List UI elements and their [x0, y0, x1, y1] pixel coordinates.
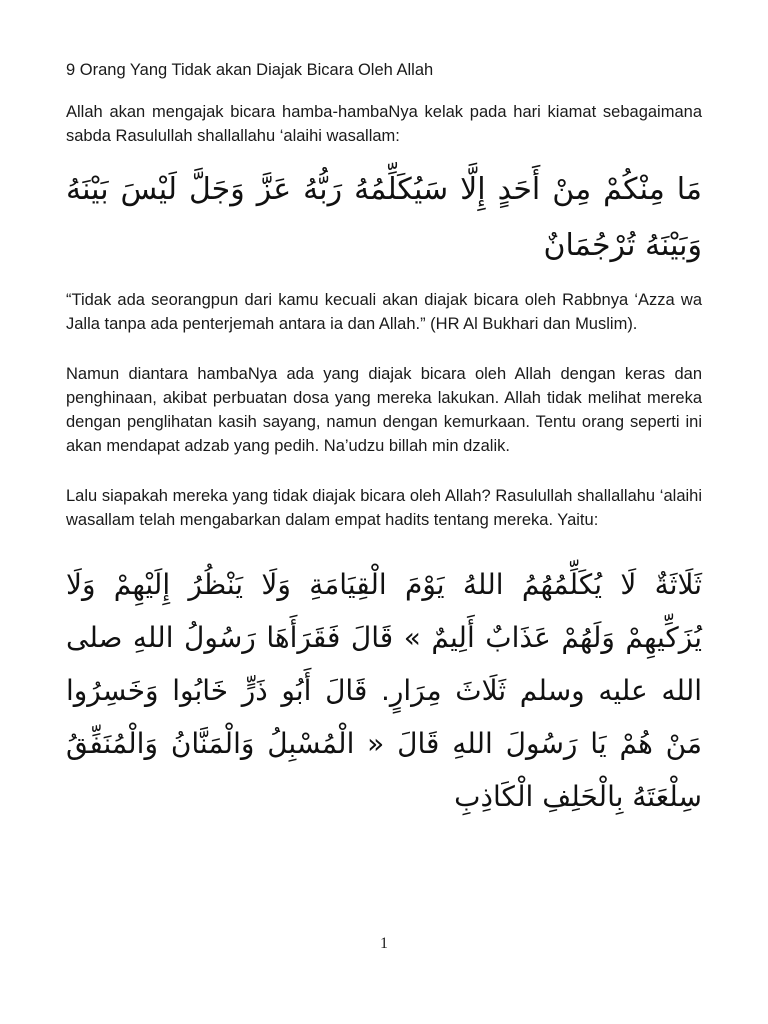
arabic-hadith-1: مَا مِنْكُمْ مِنْ أَحَدٍ إِلَّا سَيُكَلِّمُهُ رَبُّهُ عَزَّ وَجَلَّ لَيْسَ بَيْنَهُ وَبَيْنَهُ تُرْجُمَانٌ — [66, 172, 702, 263]
spacer — [66, 148, 702, 162]
spacer — [66, 336, 702, 362]
body-paragraph-3: Lalu siapakah mereka yang tidak diajak bicara oleh Allah? Rasulullah shallallahu ‘alaihi wasallam telah mengabarkan dalam empat hadits tentang mereka. Yaitu: — [66, 487, 702, 529]
spacer — [66, 274, 702, 288]
document-page — [66, 58, 702, 823]
document-title: 9 Orang Yang Tidak akan Diajak Bicara Oleh Allah — [66, 61, 434, 79]
page-number: 1 — [380, 935, 388, 952]
translation-paragraph: “Tidak ada seorangpun dari kamu kecuali akan diajak bicara oleh Rabbnya ‘Azza wa Jalla tanpa ada penterjemah antara ia dan Allah.” (HR Al Bukhari dan Muslim). — [66, 291, 702, 333]
arabic-hadith-2: ثَلَاثَةٌ لَا يُكَلِّمُهُمُ اللهُ يَوْمَ الْقِيَامَةِ وَلَا يَنْظُرُ إِلَيْهِمْ وَلَا يُزَكِّيهِمْ وَلَهُمْ عَذَابٌ أَلِيمٌ » قَالَ فَقَرَأَهَا رَسُولُ اللهِ صلى الله عليه وسلم ثَلَاثَ مِرَارٍ. قَالَ أَبُو ذَرٍّ خَابُوا وَخَسِرُوا مَنْ هُمْ يَا رَسُولَ اللهِ قَالَ « الْمُسْبِلُ وَالْمَنَّانُ وَالْمُنَفِّقُ سِلْعَتَهُ بِالْحَلِفِ الْكَاذِبِ — [66, 568, 702, 813]
spacer — [66, 458, 702, 484]
intro-paragraph: Allah akan mengajak bicara hamba-hambaNya kelak pada hari kiamat sebagaimana sabda Rasulullah shallallahu ‘alaihi wasallam: — [66, 103, 702, 145]
spacer — [66, 532, 702, 558]
body-paragraph-2: Namun diantara hambaNya ada yang diajak bicara oleh Allah dengan keras dan penghinaan, akibat perbuatan dosa yang mereka lakukan. Allah tidak melihat mereka dengan penglihatan kasih sayang, namun dengan kemurkaan. Tentu orang seperti ini akan mendapat adzab yang pedih. Na’udzu billah min dzalik. — [66, 365, 702, 455]
